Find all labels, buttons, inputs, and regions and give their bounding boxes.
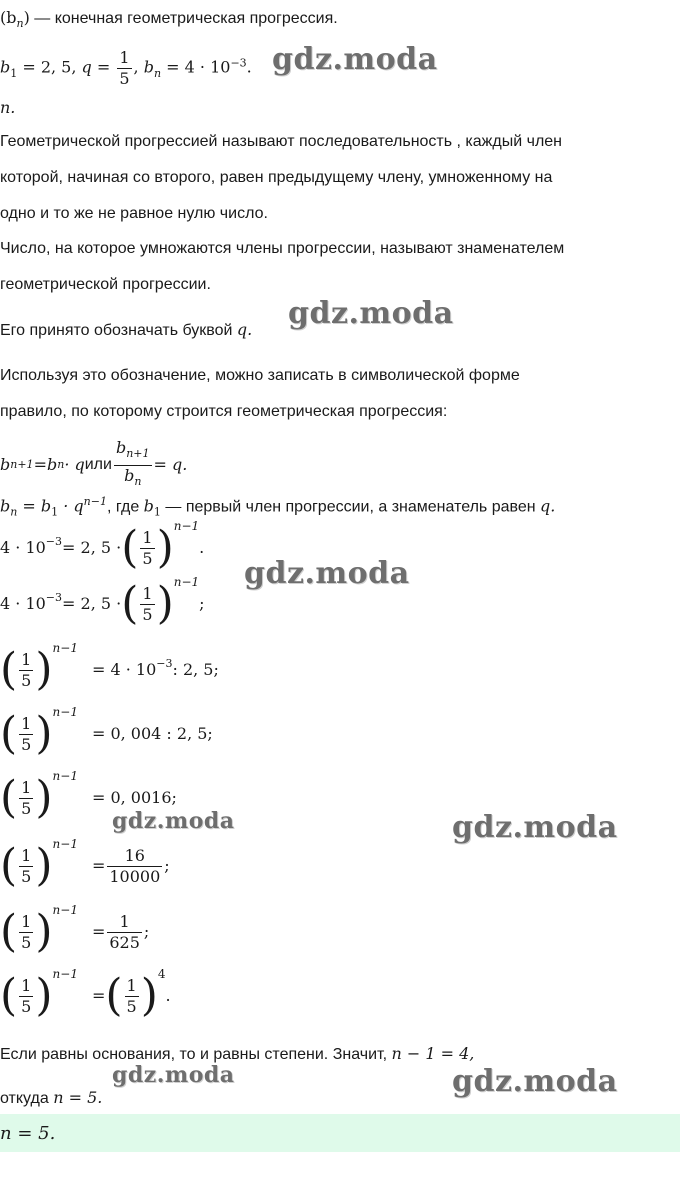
s7-frac [19, 912, 33, 953]
s6-frac [19, 846, 33, 887]
theory-p3-text: Его принято обозначать буквой [0, 322, 237, 339]
frac-den: 5 [119, 69, 130, 88]
seq-close: ) [23, 8, 30, 27]
f2-qend: q. [540, 496, 556, 516]
s7-eq: = [91, 922, 106, 941]
s7-frac-rhs [107, 912, 142, 953]
eq-3: = 4 · 10 [161, 57, 231, 77]
bn-sub: n [153, 66, 162, 80]
s3-rhs: = 4 · 10 [91, 660, 157, 679]
f1-fraction [114, 438, 152, 491]
watermark-3: gdz.moda [244, 556, 410, 591]
s3-tail: : 2, 5; [172, 660, 219, 679]
theory-p3 [0, 320, 252, 341]
step-8 [0, 967, 171, 1022]
s5-frac [19, 778, 33, 819]
f2-eq: = [17, 496, 41, 516]
right-paren: ) [35, 772, 53, 823]
f2-b1bsub: 1 [153, 505, 161, 519]
seq-open: (b [0, 8, 17, 27]
s2-pow: n−1 [173, 575, 200, 589]
step-7 [0, 903, 150, 958]
seq-sub: n [16, 17, 24, 31]
s5-pow: n−1 [52, 769, 78, 783]
s1-num: 1 [142, 527, 153, 547]
left-paren: ( [0, 906, 18, 957]
right-paren: ) [35, 840, 53, 891]
eq-1: = 2, 5, [17, 57, 82, 77]
f1-num-b: b [115, 438, 127, 458]
f1-den [114, 466, 152, 492]
s3-num: 1 [21, 649, 32, 669]
f2-sub: n [10, 505, 18, 519]
s2-exp: −3 [45, 591, 63, 604]
f1-num-sub: n+1 [126, 447, 150, 461]
f2-b: b [0, 496, 11, 516]
watermark-4: gdz.moda [112, 808, 235, 834]
left-paren: ( [121, 522, 139, 573]
f1-tail: = q. [153, 455, 188, 474]
left-paren: ( [0, 644, 18, 695]
f1-eq: = [33, 455, 47, 474]
s1-end: . [199, 538, 205, 557]
problem-line-1 [0, 8, 338, 34]
step-2 [0, 575, 205, 630]
right-paren-2: ) [140, 970, 158, 1021]
f1-or: или [84, 456, 112, 473]
s1-exp: −3 [45, 535, 63, 548]
right-paren: ) [35, 970, 53, 1021]
right-paren: ) [35, 644, 53, 695]
f1-b: b [0, 455, 11, 474]
eq-2: = [91, 57, 116, 77]
s6-den: 5 [21, 866, 32, 886]
step-1 [0, 519, 205, 574]
s5-rhs: = 0, 0016; [91, 788, 177, 807]
f2-b1: b [40, 496, 52, 516]
left-paren: ( [0, 708, 18, 759]
answer-box [0, 1114, 680, 1152]
f2-q: · q [58, 496, 84, 516]
s8-eq: = [91, 986, 106, 1005]
f2-b1sub: 1 [51, 505, 59, 519]
s8-den: 5 [21, 996, 32, 1016]
s8-rhs-den: 5 [126, 996, 137, 1016]
watermark-7: gdz.moda [452, 1064, 618, 1099]
c2-text: откуда [0, 1090, 54, 1107]
s7-pow: n−1 [52, 903, 78, 917]
s6-eq: = [91, 856, 106, 875]
problem-line-3: n. [0, 98, 16, 117]
s6-rhs-num: 16 [107, 846, 162, 867]
theory-p1-line2: которой, начиная со второго, равен предыдущему члену, умноженному на [0, 169, 553, 186]
s8-rhs-num: 1 [126, 975, 137, 995]
theory-p1-line1: Геометрической прогрессией называют последовательность , каждый член [0, 133, 563, 150]
s2-end: ; [199, 594, 205, 613]
f1-den-sub: n [134, 474, 142, 488]
s1-frac [140, 528, 154, 569]
f1-dot: · q [64, 455, 85, 474]
s4-rhs: = 0, 004 : 2, 5; [91, 724, 213, 743]
f1-b2: b [46, 455, 58, 474]
s3-pow: n−1 [52, 641, 78, 655]
comma: , [133, 57, 144, 77]
theory-p2-line1: Число, на которое умножаются члены прогрессии, называют знаменателем [0, 240, 565, 257]
s6-pow: n−1 [52, 837, 78, 851]
f1-num [114, 438, 152, 465]
s4-pow: n−1 [52, 705, 78, 719]
conclusion-1 [0, 1044, 474, 1065]
left-paren: ( [121, 578, 139, 629]
left-paren: ( [0, 772, 18, 823]
theory-p4-line2: правило, по которому строится геометрическая прогрессия: [0, 403, 448, 420]
s7-rhs-den: 625 [109, 932, 140, 952]
s1-lhs: 4 · 10 [0, 538, 46, 557]
left-paren: ( [0, 840, 18, 891]
f2-where: , где [106, 498, 144, 516]
f1-sub2: n [57, 458, 65, 471]
left-paren-2: ( [105, 970, 123, 1021]
s1-den: 5 [142, 548, 153, 568]
s7-num: 1 [21, 911, 32, 931]
s8-exp: 4 [157, 967, 166, 981]
s4-den: 5 [21, 734, 32, 754]
s2-lhs: 4 · 10 [0, 594, 46, 613]
s2-den: 5 [142, 604, 153, 624]
s8-frac-rhs [125, 976, 139, 1017]
f1-den-b: b [124, 465, 135, 485]
s3-exp: −3 [156, 657, 173, 670]
s4-frac [19, 714, 33, 755]
s1-pow: n−1 [173, 519, 200, 533]
s8-pow: n−1 [52, 967, 78, 981]
exp-minus-3: −3 [230, 56, 247, 70]
c2-math: n = 5. [53, 1088, 103, 1107]
s8-frac [19, 976, 33, 1017]
theory-p4-line1: Используя это обозначение, можно записать в символической форме [0, 367, 520, 384]
b-sub-1: 1 [10, 66, 18, 80]
theory-p2-line2: геометрической прогрессии. [0, 276, 211, 293]
formula-1 [0, 440, 187, 490]
theory-p3-q: q. [236, 320, 253, 339]
f2-b1b: b [143, 496, 154, 516]
s6-rhs-den: 10000 [109, 866, 161, 886]
frac-num: 1 [119, 48, 130, 67]
right-paren: ) [35, 906, 53, 957]
problem-line-2 [0, 48, 252, 89]
s6-end: ; [164, 856, 170, 875]
problem-text-1: — конечная геометрическая прогрессия. [29, 10, 338, 27]
dot: . [246, 57, 252, 77]
s5-num: 1 [21, 777, 32, 797]
s4-num: 1 [21, 713, 32, 733]
s7-end: ; [143, 922, 150, 941]
f1-sub: n+1 [10, 458, 34, 471]
step-4 [0, 705, 213, 760]
s7-den: 5 [21, 932, 32, 952]
watermark-2: gdz.moda [288, 296, 454, 331]
left-paren: ( [0, 970, 18, 1021]
s5-den: 5 [21, 798, 32, 818]
watermark-1: gdz.moda [272, 42, 438, 77]
right-paren: ) [156, 578, 174, 629]
step-6 [0, 837, 170, 892]
s8-num: 1 [21, 975, 32, 995]
watermark-6: gdz.moda [112, 1062, 235, 1088]
q-symbol: q [81, 57, 92, 77]
f2-text: — первый член прогрессии, а знаменатель равен [160, 498, 540, 516]
bn-symbol: b [143, 57, 154, 77]
f2-exp: n−1 [83, 495, 107, 508]
c1-math: n − 1 = 4, [391, 1044, 475, 1063]
s2-num: 1 [142, 583, 153, 603]
s1-mid: = 2, 5 · [62, 538, 122, 557]
fraction-one-fifth [117, 48, 131, 89]
s6-frac-rhs [107, 846, 162, 887]
s2-mid: = 2, 5 · [62, 594, 122, 613]
step-3 [0, 641, 219, 696]
c1-text: Если равны основания, то и равны степени. Значит, [0, 1046, 392, 1063]
watermark-5: gdz.moda [452, 810, 618, 845]
theory-p1-line3: одно и то же не равное нулю число. [0, 205, 268, 222]
right-paren: ) [156, 522, 174, 573]
s3-frac [19, 650, 33, 691]
s3-den: 5 [21, 670, 32, 690]
s6-num: 1 [21, 845, 32, 865]
right-paren: ) [35, 708, 53, 759]
s2-frac [140, 584, 154, 625]
answer-text: n = 5. [0, 1123, 56, 1144]
s7-rhs-num: 1 [107, 912, 142, 933]
s8-end: . [165, 986, 171, 1005]
b-symbol: b [0, 57, 11, 77]
formula-2 [0, 492, 555, 523]
conclusion-2 [0, 1088, 102, 1109]
